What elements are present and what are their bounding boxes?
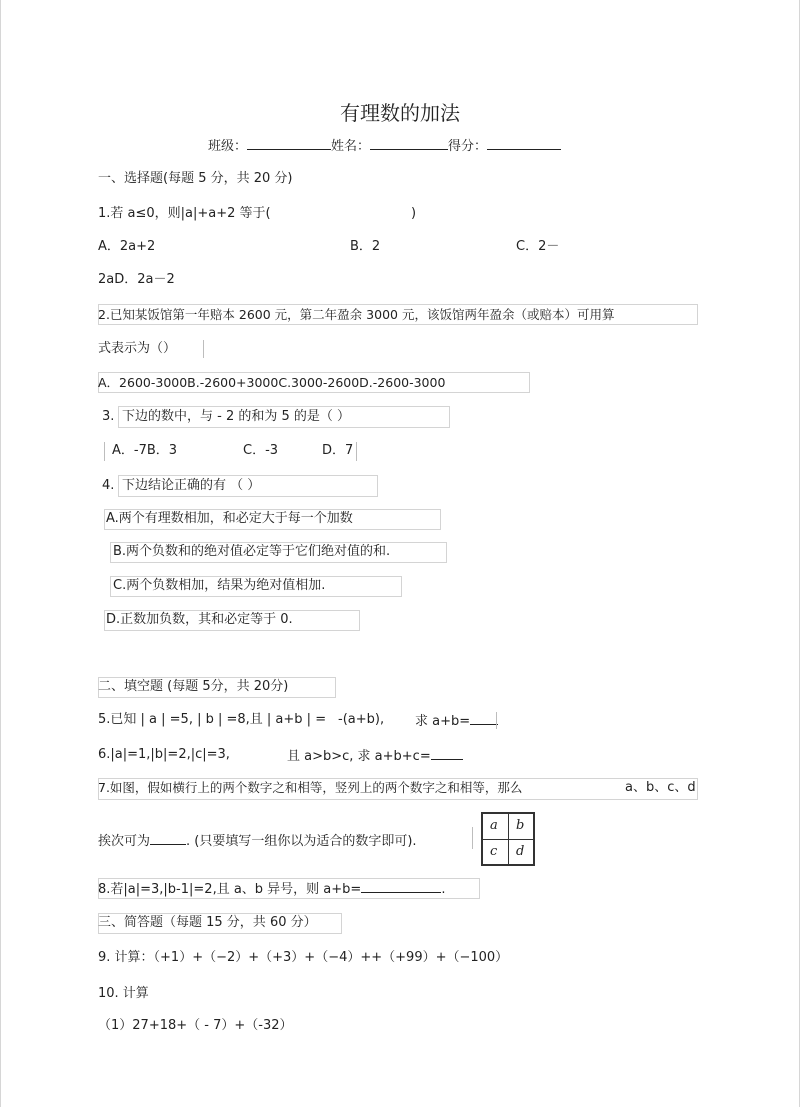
question-2-stem: 2.已知某饭馆第一年赔本 2600 元，第二年盈余 3000 元，该饭馆两年盈余（或赔本）可用算 <box>98 307 615 322</box>
question-4-option-b: B.两个负数和的绝对值必定等于它们绝对值的和. <box>113 544 391 559</box>
section-choice-heading: 一、选择题(每题 5 分，共 20 分) <box>98 171 293 186</box>
grid-cell-a: a <box>490 818 498 833</box>
question-6-blank[interactable] <box>431 746 463 760</box>
question-4-number: 4. <box>102 478 115 493</box>
name-label: 姓名： <box>331 139 371 154</box>
question-4-stem: 下边结论正确的有 （ ） <box>122 478 261 493</box>
class-blank <box>247 136 331 150</box>
question-10-sub-1: （1）27+18+（ - 7）+（-32） <box>98 1018 293 1033</box>
question-8-line <box>98 879 445 899</box>
question-3-option-a: A．-7B．3 <box>112 443 178 458</box>
section-fill-heading: 二、填空题 (每题 5分，共 20分) <box>98 679 289 694</box>
question-7-order-text: 挨次可为 <box>98 834 151 849</box>
question-1-stem: 1.若 a≤0，则|a|+a+2 等于( <box>98 206 271 221</box>
question-4-option-c: C.两个负数相加，结果为绝对值相加. <box>113 578 326 593</box>
grid-cell-c: c <box>490 844 498 859</box>
question-5-part-b: -(a+b), <box>338 712 385 727</box>
question-3-number: 3. <box>102 409 115 424</box>
question-3-options-bar <box>104 442 105 461</box>
question-5-part-c <box>415 711 498 731</box>
question-3-option-c: C．-3 <box>243 443 279 458</box>
name-blank <box>370 136 448 150</box>
question-10: 10. 计算 <box>98 986 149 1001</box>
question-7-bar <box>472 827 473 849</box>
question-3-stem: 下边的数中，与 - 2 的和为 5 的是（ ） <box>122 409 351 424</box>
score-blank <box>487 136 561 150</box>
question-2-bar <box>203 340 204 358</box>
header-info <box>208 136 561 156</box>
question-4-option-a: A.两个有理数相加，和必定大于每一个加数 <box>106 511 353 526</box>
question-3-options-end-bar <box>356 442 357 461</box>
question-1-option-b: B．2 <box>350 239 381 254</box>
grid-cell-d: d <box>516 844 525 859</box>
question-8-stem: 8.若|a|=3,|b-1|=2,且 a、b 异号，则 a+b= <box>98 882 362 897</box>
question-2-stem2: 式表示为（） <box>98 341 177 356</box>
question-6-part-b <box>287 746 463 766</box>
question-6-part-a: 6.|a|=1,|b|=2,|c|=3, <box>98 747 230 762</box>
question-1-option-c: C．2－ <box>516 239 560 254</box>
question-7-hint: . (只要填写一组你以为适合的数字即可). <box>186 834 417 849</box>
question-5-ask: 求 a+b= <box>415 714 471 729</box>
grid-horizontal-line <box>483 839 533 840</box>
question-3-option-d: D．7 <box>322 443 354 458</box>
score-label: 得分： <box>448 139 488 154</box>
page-title: 有理数的加法 <box>340 101 460 125</box>
question-4-option-d: D.正数加负数，其和必定等于 0. <box>106 612 293 627</box>
page-left-edge <box>0 0 1 1107</box>
question-8-end: . <box>441 882 446 897</box>
question-7-blank[interactable] <box>150 831 186 845</box>
question-8-blank[interactable] <box>361 879 441 893</box>
question-7-part-c <box>98 831 417 851</box>
question-9: 9. 计算：（+1）+（−2）+（+3）+（−4）++（+99）+（−100） <box>98 950 509 965</box>
section-answer-heading: 三、简答题（每题 15 分，共 60 分） <box>98 915 317 930</box>
question-1-close: ) <box>411 206 417 221</box>
grid-cell-b: b <box>516 818 525 833</box>
question-7-grid-figure <box>481 812 535 866</box>
question-5-bar <box>496 712 497 729</box>
question-7-part-b: a、b、c、d <box>625 780 696 795</box>
question-1-option-a: A．2a+2 <box>98 239 156 254</box>
question-5-part-a: 5.已知 | a | =5, | b | =8,且 | a+b | = <box>98 712 327 727</box>
question-5-blank[interactable] <box>470 711 498 725</box>
class-label: 班级： <box>208 139 248 154</box>
question-1-line2: 2aD．2a－2 <box>98 272 175 287</box>
question-2-options: A．2600-3000B.-2600+3000C.3000-2600D.-2600-3000 <box>98 375 446 390</box>
question-7-part-a: 7.如图，假如横行上的两个数字之和相等，竖列上的两个数字之和相等，那么 <box>98 780 523 795</box>
question-6-ask: 且 a>b>c, 求 a+b+c= <box>287 749 431 764</box>
